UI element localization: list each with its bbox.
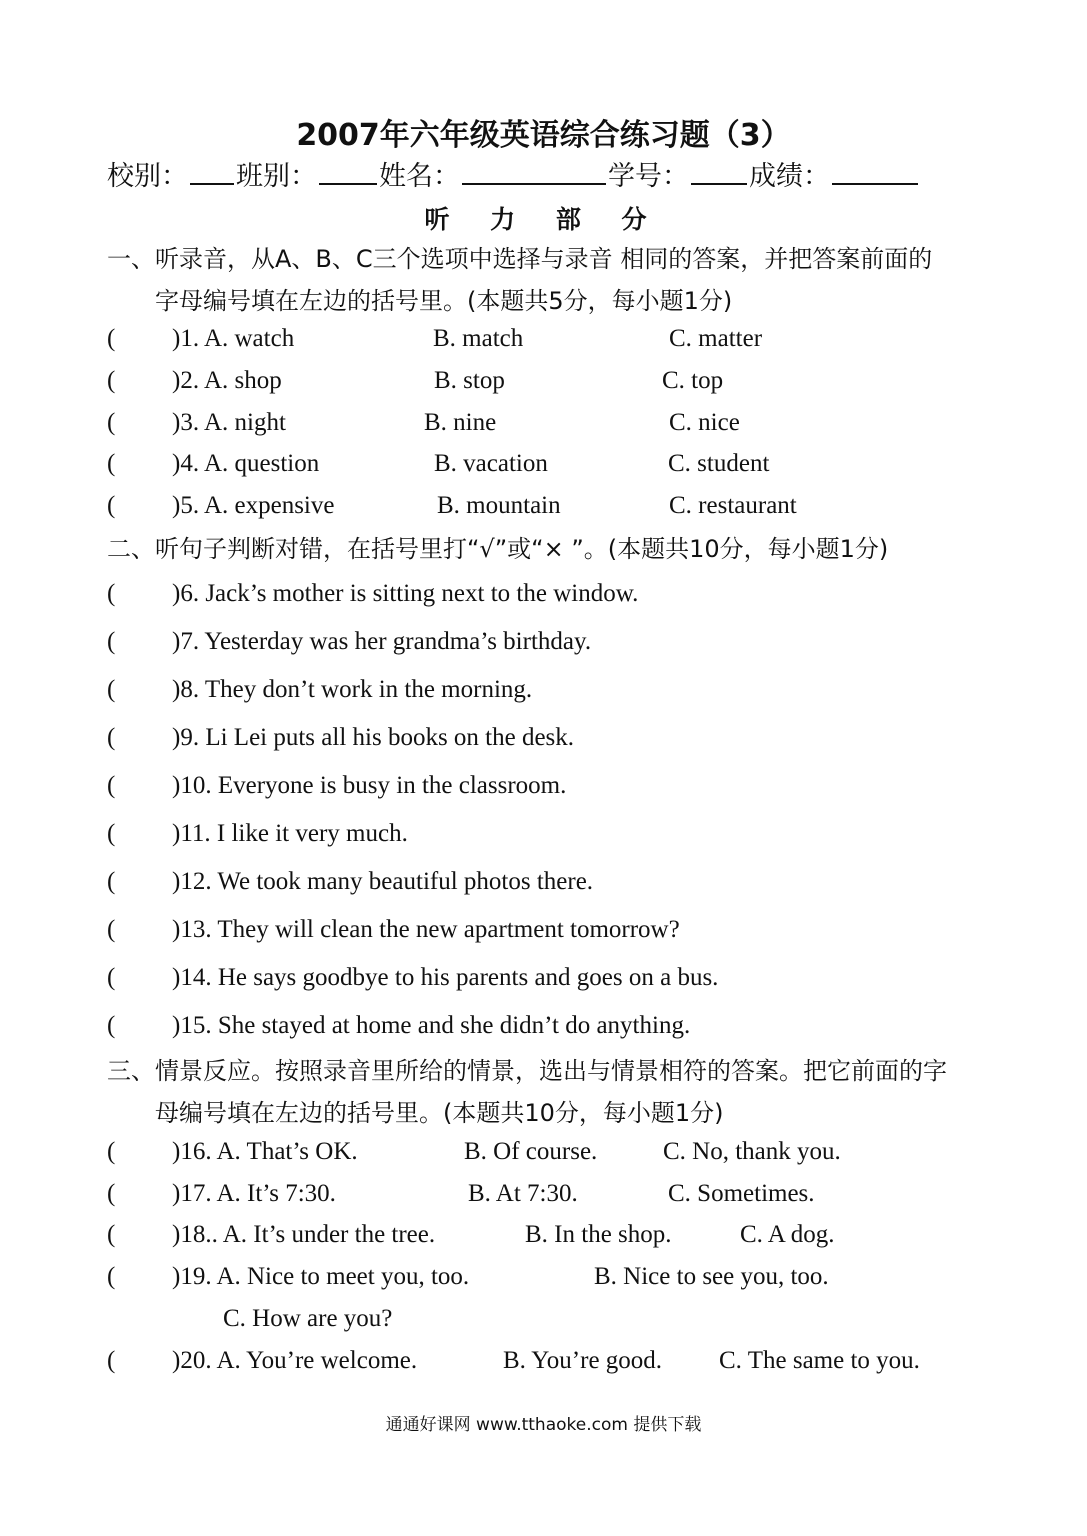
score-label: 成绩：: [749, 161, 830, 192]
part1-instruction: [107, 238, 932, 322]
question-option-c: C. student: [668, 450, 770, 477]
question-option-b: B. Of course.: [464, 1138, 598, 1165]
part3-instruction-line1: 三、情景反应。按照录音里所给的情景，选出与情景相符的答案。把它前面的字: [107, 1057, 947, 1085]
question-option-b: B. vacation: [434, 450, 548, 477]
question-text: )9. Li Lei puts all his books on the desk.: [172, 724, 575, 751]
question-option-b: B. You’re good.: [503, 1347, 663, 1374]
question-option-b: B. Nice to see you, too.: [594, 1263, 829, 1290]
answer-paren: (: [107, 492, 116, 519]
answer-paren: (: [107, 325, 116, 352]
answer-paren: (: [107, 1263, 116, 1290]
question-option-c: C. Sometimes.: [668, 1180, 815, 1207]
answer-paren: (: [107, 580, 116, 607]
student-number-label: 学号：: [608, 161, 689, 192]
answer-paren: (: [107, 628, 116, 655]
question-option-b: B. At 7:30.: [468, 1180, 578, 1207]
question-text: )14. He says goodbye to his parents and goes on a bus.: [172, 964, 719, 991]
answer-paren: (: [107, 820, 116, 847]
question-option-a: )17. A. It’s 7:30.: [172, 1180, 336, 1207]
section-title: 听 力 部 分: [424, 205, 663, 234]
answer-paren: (: [107, 1012, 116, 1039]
answer-paren: (: [107, 916, 116, 943]
question-option-b: B. match: [433, 325, 524, 352]
question-option-a: )20. A. You’re welcome.: [172, 1347, 418, 1374]
name-blank: [462, 157, 606, 185]
student-info-line: [107, 154, 920, 193]
question-text: )10. Everyone is busy in the classroom.: [172, 772, 567, 799]
part1-instruction-line2: 字母编号填在左边的括号里。(本题共5分，每小题1分): [155, 287, 733, 315]
class-blank: [319, 157, 377, 185]
name-label: 姓名：: [379, 161, 460, 192]
question-text: )8. They don’t work in the morning.: [172, 676, 533, 703]
answer-paren: (: [107, 1347, 116, 1374]
answer-paren: (: [107, 409, 116, 436]
student-number-blank: [691, 157, 747, 185]
question-option-a: )16. A. That’s OK.: [172, 1138, 358, 1165]
answer-paren: (: [107, 772, 116, 799]
answer-paren: (: [107, 450, 116, 477]
question-text: )6. Jack’s mother is sitting next to the window.: [172, 580, 639, 607]
answer-paren: (: [107, 1180, 116, 1207]
question-option-a: )18.. A. It’s under the tree.: [172, 1221, 436, 1248]
question-option-c: C. How are you?: [223, 1305, 393, 1332]
question-option-c: C. restaurant: [669, 492, 797, 519]
question-option-c: C. The same to you.: [719, 1347, 920, 1374]
question-text: )15. She stayed at home and she didn’t do anything.: [172, 1012, 691, 1039]
question-text: )11. I like it very much.: [172, 820, 408, 847]
question-option-a: )3. A. night: [172, 409, 286, 436]
question-option-a: )5. A. expensive: [172, 492, 335, 519]
question-text: )7. Yesterday was her grandma’s birthday.: [172, 628, 592, 655]
question-option-b: B. mountain: [437, 492, 561, 519]
answer-paren: (: [107, 1138, 116, 1165]
answer-paren: (: [107, 964, 116, 991]
class-label: 班别：: [236, 161, 317, 192]
question-option-b: B. stop: [434, 367, 505, 394]
question-option-a: )2. A. shop: [172, 367, 282, 394]
answer-paren: (: [107, 724, 116, 751]
question-option-c: C. A dog.: [740, 1221, 835, 1248]
answer-paren: (: [107, 868, 116, 895]
school-blank: [190, 157, 234, 185]
question-text: )13. They will clean the new apartment tomorrow?: [172, 916, 680, 943]
question-option-c: C. top: [662, 367, 724, 394]
answer-paren: (: [107, 367, 116, 394]
part3-instruction: [107, 1050, 947, 1134]
question-option-b: B. nine: [424, 409, 497, 436]
question-option-c: C. No, thank you.: [663, 1138, 841, 1165]
answer-paren: (: [107, 676, 116, 703]
school-label: 校别：: [107, 161, 188, 192]
question-option-a: )4. A. question: [172, 450, 320, 477]
question-option-a: )19. A. Nice to meet you, too.: [172, 1263, 470, 1290]
question-option-a: )1. A. watch: [172, 325, 295, 352]
part2-instruction: 二、听句子判断对错，在括号里打“√”或“× ”。(本题共10分，每小题1分): [107, 535, 889, 563]
question-option-c: C. nice: [669, 409, 740, 436]
score-blank: [832, 157, 918, 185]
question-option-c: C. matter: [669, 325, 763, 352]
answer-paren: (: [107, 1221, 116, 1248]
question-text: )12. We took many beautiful photos there.: [172, 868, 594, 895]
question-option-b: B. In the shop.: [525, 1221, 672, 1248]
page-title: 2007年六年级英语综合练习题（3）: [296, 118, 791, 153]
part3-instruction-line2: 母编号填在左边的括号里。(本题共10分，每小题1分): [155, 1099, 724, 1127]
part1-instruction-line1: 一、听录音，从A、B、C三个选项中选择与录音 相同的答案，并把答案前面的: [107, 245, 933, 273]
footer-source: 通通好课网 www.tthaoke.com 提供下载: [385, 1415, 702, 1435]
